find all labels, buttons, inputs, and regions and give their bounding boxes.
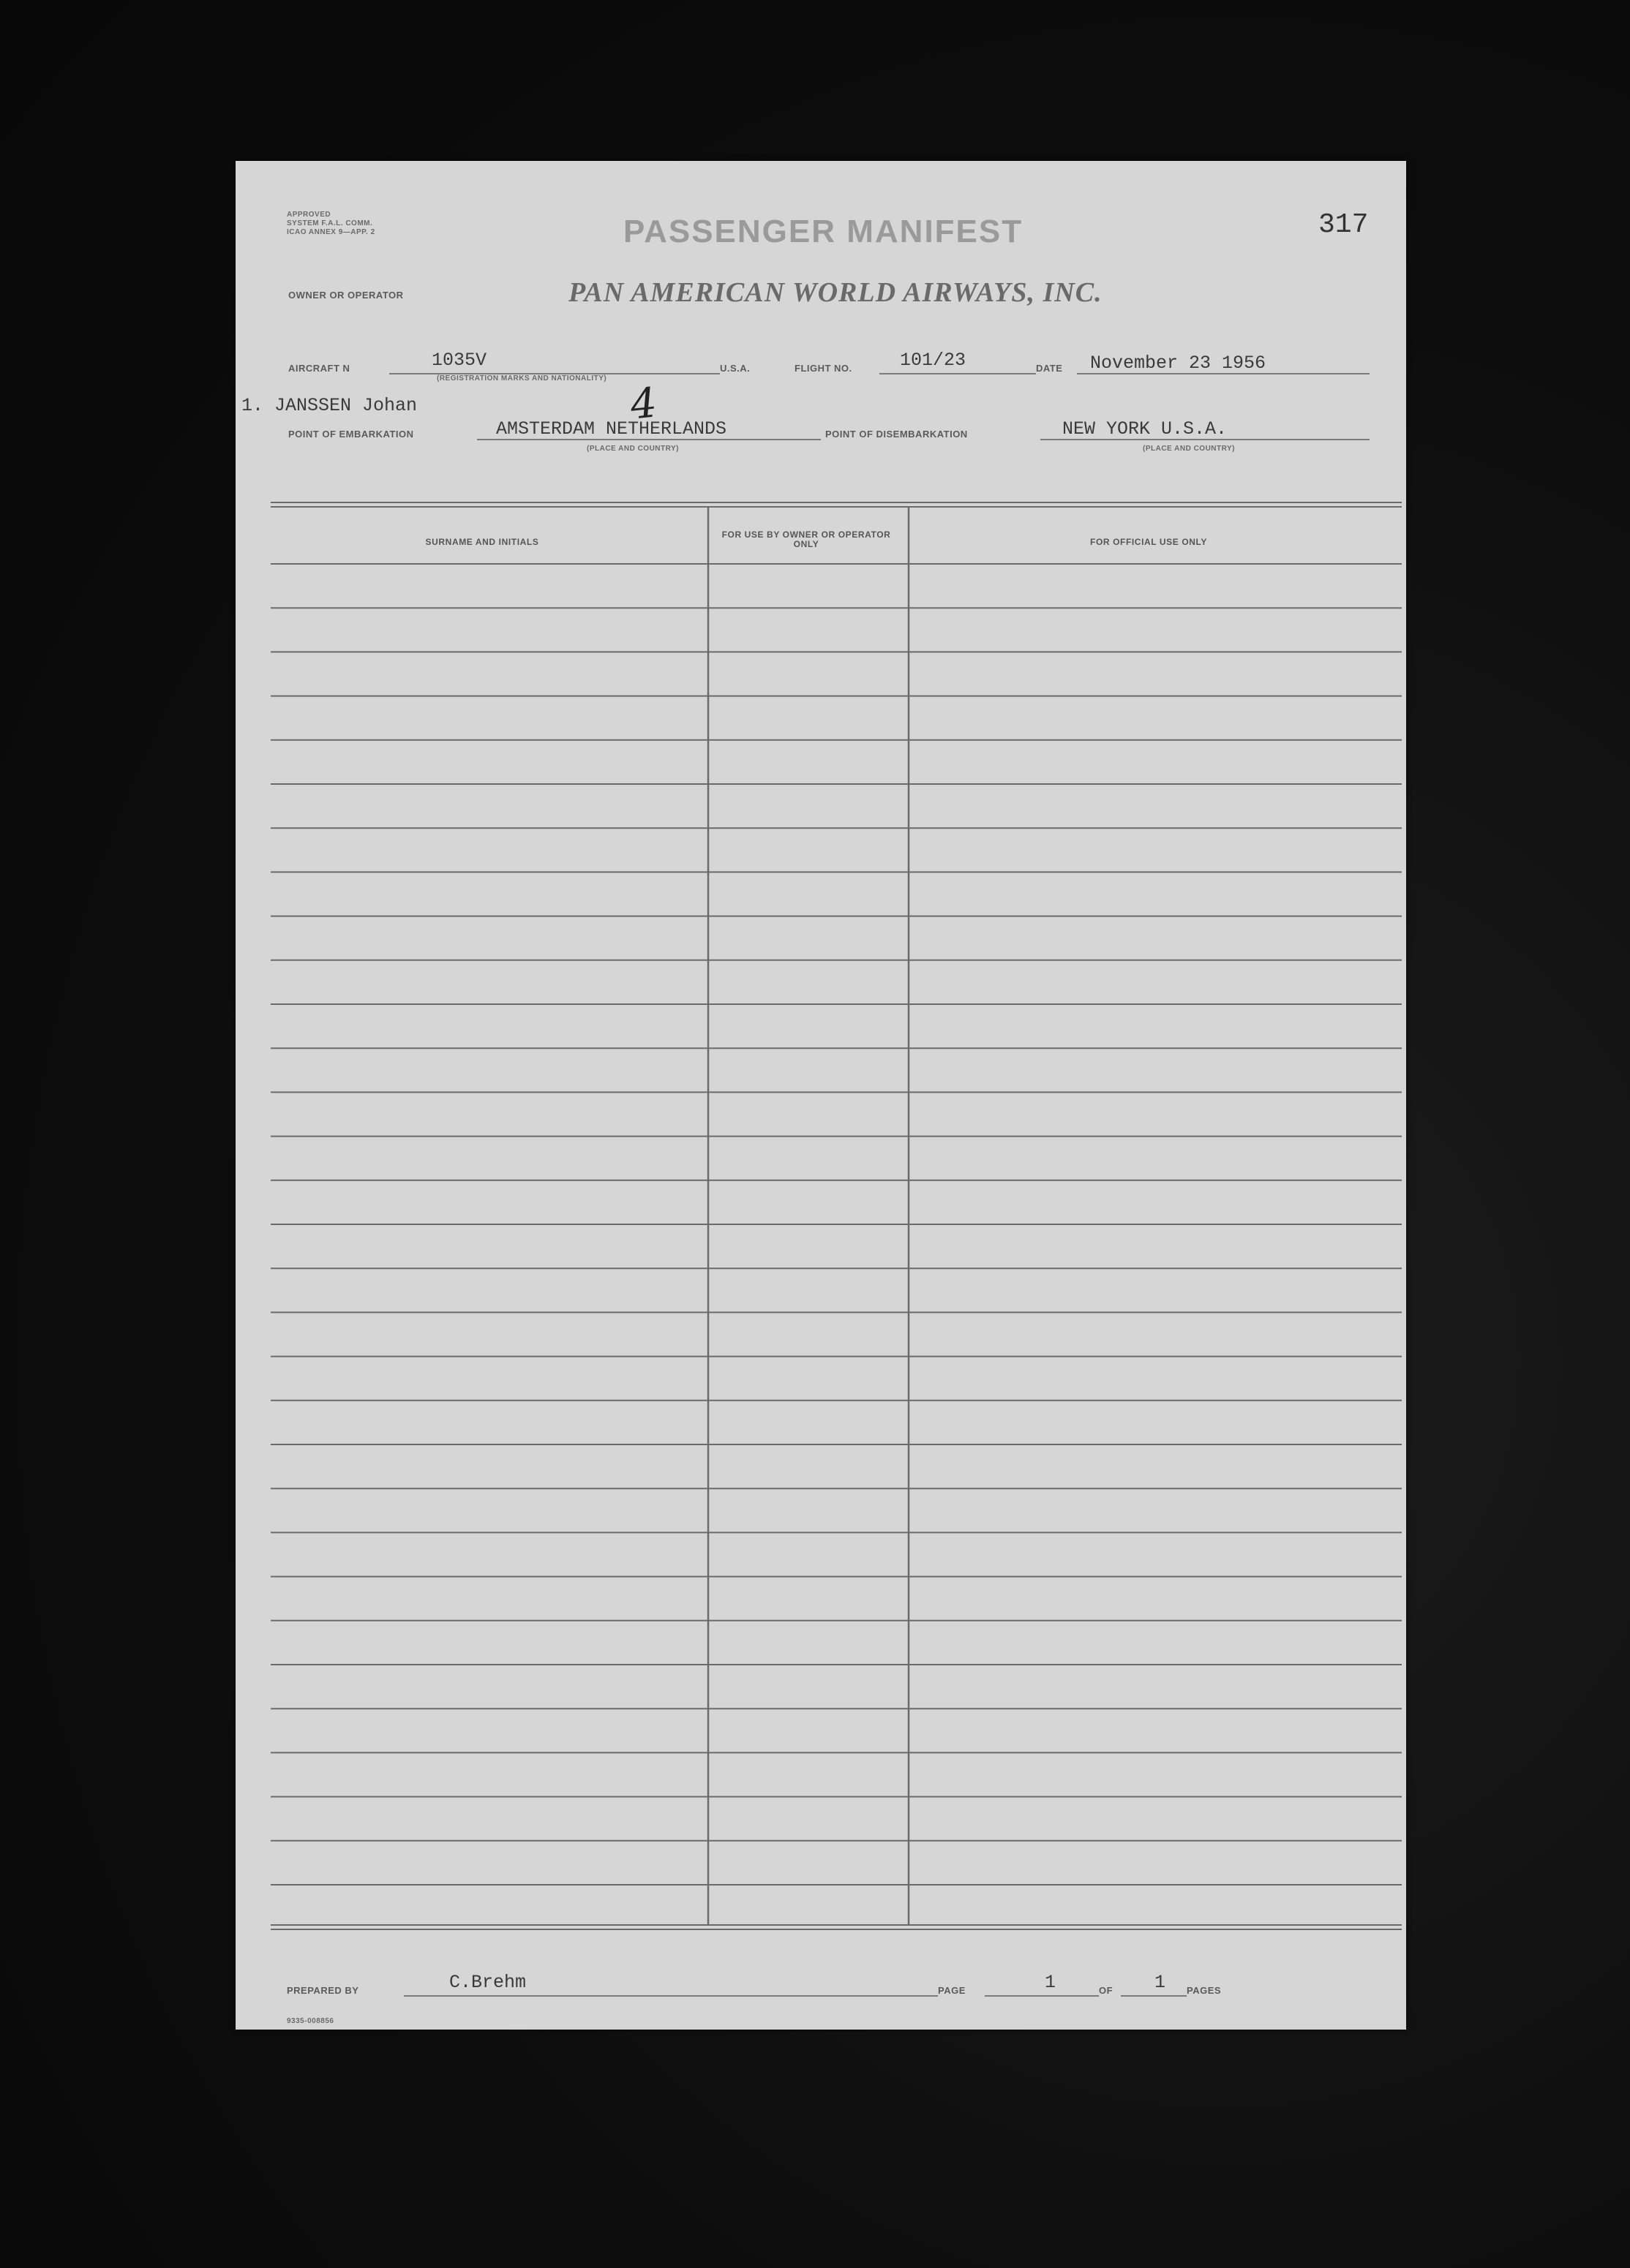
aircraft-label: AIRCRAFT N [288,363,350,374]
flight-underline [879,373,1036,374]
disembarkation-label: POINT OF DISEMBARKATION [825,429,968,440]
passenger-row-surname: 1. JANSSEN Johan [241,395,418,416]
pages-label: PAGES [1187,1985,1222,1996]
prepared-by-label: PREPARED BY [287,1985,359,1996]
page-label: PAGE [938,1985,966,1996]
approval-line: ICAO ANNEX 9—APP. 2 [287,228,375,236]
page-underline [985,1995,1099,1997]
prepared-by-value: C.Brehm [449,1972,527,1993]
embarkation-note: (PLACE AND COUNTRY) [587,445,679,453]
page-value: 1 [1045,1972,1056,1993]
table-grid [271,501,1402,1931]
form-number: 9335-008856 [287,2017,334,2025]
embarkation-value: AMSTERDAM NETHERLANDS [496,418,727,440]
column-header-surname: SURNAME AND INITIALS [425,537,539,547]
aircraft-value: 1035V [432,350,487,371]
operator-name: PAN AMERICAN WORLD AIRWAYS, INC. [568,277,1103,308]
passenger-table [271,501,1402,1931]
prepared-by-underline [404,1995,938,1997]
column-header-official-use: FOR OFFICIAL USE ONLY [1090,537,1207,547]
disembarkation-value: NEW YORK U.S.A. [1062,418,1228,440]
disembarkation-note: (PLACE AND COUNTRY) [1143,445,1235,453]
owner-label: OWNER OR OPERATOR [288,290,404,301]
approval-line: APPROVED [287,211,331,219]
flight-label: FLIGHT NO. [795,363,852,374]
date-value: November 23 1956 [1090,353,1266,374]
registration-note: (REGISTRATION MARKS AND NATIONALITY) [437,374,607,383]
form-title: PASSENGER MANIFEST [623,214,1024,249]
of-value: 1 [1154,1972,1166,1993]
approval-note [287,211,375,237]
of-label: OF [1099,1985,1113,1996]
handwritten-check-mark: 4 [628,379,659,429]
column-header-owner-use: FOR USE BY OWNER OR OPERATOR ONLY [721,530,891,549]
of-underline [1121,1995,1187,1997]
date-label: DATE [1036,363,1063,374]
embarkation-label: POINT OF EMBARKATION [288,429,414,440]
sheet-number: 317 [1318,209,1369,241]
approval-line: SYSTEM F.A.L. COMM. [287,219,373,227]
manifest-page [236,161,1406,2030]
flight-value: 101/23 [900,350,966,371]
nationality-label: U.S.A. [720,363,751,374]
